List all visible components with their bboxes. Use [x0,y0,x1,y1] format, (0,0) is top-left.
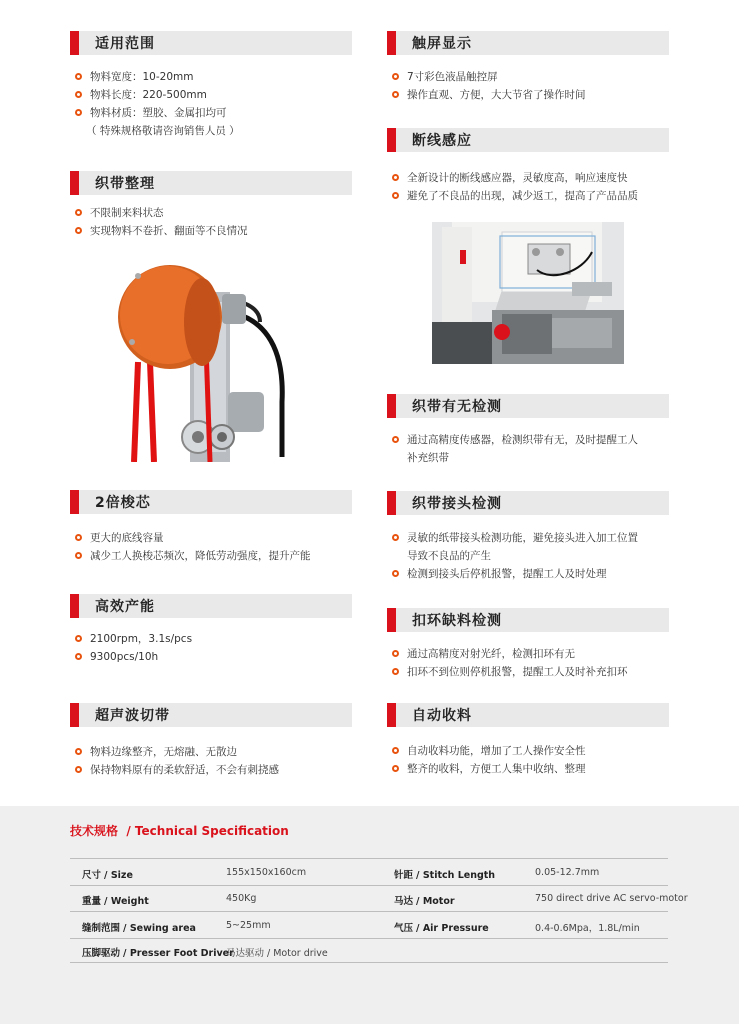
list-item: 7寸彩色液晶触控屏 [389,68,674,86]
bullet-list-bobbin [72,529,352,565]
section-header-bobbin [70,490,352,514]
bullet-icon [75,653,82,660]
list-item: 物料材质：塑胶、金属扣均可 [72,104,352,122]
bullet-icon [392,668,399,675]
bullet-list-joint-detect [389,529,679,583]
section-header-thread-break [387,128,669,152]
bullet-icon [392,534,399,541]
bullet-icon [392,747,399,754]
red-bar [387,394,396,418]
section-title: 织带有无检测 [412,399,502,415]
bullet-list-belt-detect [389,431,679,467]
spec-divider [70,962,668,963]
spec-label: 尺寸 / Size [82,870,133,881]
spec-value: 155x150x160cm [226,867,307,878]
bullet-icon [392,174,399,181]
list-item: 更大的底线容量 [72,529,352,547]
bullet-icon [75,635,82,642]
bullet-icon [75,227,82,234]
bullet-list-belt [72,204,352,240]
bullet-icon [392,570,399,577]
section-header-auto-collect [387,703,669,727]
section-header-belt [70,171,352,195]
spec-divider [70,911,668,912]
red-bar [70,31,79,55]
spec-divider [70,885,668,886]
section-title: 织带接头检测 [412,496,502,512]
section-header-ultrasonic [70,703,352,727]
red-bar [387,31,396,55]
section-title: 适用范围 [95,36,155,52]
belt-spool-image [110,262,290,462]
red-bar [70,171,79,195]
list-item: 实现物料不卷折、翻面等不良情况 [72,222,352,240]
bullet-icon [75,73,82,80]
section-header-ring-detect [387,608,669,632]
section-header-joint-detect [387,491,669,515]
section-title: 2倍梭芯 [95,495,151,511]
section-title: 扣环缺料检测 [412,613,502,629]
bullet-icon [75,109,82,116]
spec-title: 技术规格 / Technical Specification [70,824,289,838]
bullet-icon [392,765,399,772]
bullet-list-touchscreen [389,68,674,104]
bullet-icon [392,91,399,98]
spec-label: 缝制范围 / Sewing area [82,923,196,934]
section-header-belt-detect [387,394,669,418]
section-title: 自动收料 [412,708,472,724]
section-title: 触屏显示 [412,36,472,52]
list-item: 整齐的收料，方便工人集中收纳、整理 [389,760,679,778]
section-header-touchscreen [387,31,669,55]
list-item: 扣环不到位则停机报警，提醒工人及时补充扣环 [389,663,679,681]
spec-label: 针距 / Stitch Length [394,870,496,881]
list-item: 保持物料原有的柔软舒适，不会有刺挠感 [72,761,352,779]
spec-value: 0.4-0.6Mpa，1.8L/min [535,923,640,934]
list-item: 检测到接头后停机报警，提醒工人及时处理 [389,565,679,583]
list-item: 灵敏的纸带接头检测功能，避免接头进入加工位置 [389,529,679,547]
spec-label: 气压 / Air Pressure [394,923,489,934]
spec-value: 0.05-12.7mm [535,867,600,878]
list-item: 通过高精度传感器，检测织带有无，及时提醒工人 [389,431,679,449]
list-item-continued: 补充织带 [407,452,449,464]
red-bar [70,703,79,727]
spec-divider [70,858,668,859]
bullet-list-capacity [72,630,352,666]
section-header-scope [70,31,352,55]
note-text: （ 特殊规格敬请咨询销售人员 ） [86,125,240,137]
section-title: 织带整理 [95,176,155,192]
list-item: 2100rpm，3.1s/pcs [72,630,352,648]
spec-label: 压脚驱动 / Presser Foot Driver [82,948,234,959]
bullet-icon [75,748,82,755]
bullet-list-ultrasonic [72,743,352,779]
bullet-list-auto-collect [389,742,679,778]
bullet-icon [75,534,82,541]
bullet-icon [75,766,82,773]
spec-label: 马达 / Motor [394,896,455,907]
bullet-icon [392,650,399,657]
red-bar [387,128,396,152]
list-item: 全新设计的断线感应器，灵敏度高，响应速度快 [389,169,679,187]
list-item: 物料宽度：10-20mm [72,68,352,86]
red-bar [70,594,79,618]
spec-label: 重量 / Weight [82,896,149,907]
list-item-continued: 导致不良品的产生 [407,550,491,562]
bullet-icon [75,552,82,559]
red-bar [387,491,396,515]
machine-head-image [432,222,624,364]
bullet-list-thread-break [389,169,679,205]
section-title: 超声波切带 [95,708,170,724]
bullet-icon [392,73,399,80]
list-item: 通过高精度对射光纤，检测扣环有无 [389,645,679,663]
list-item: 9300pcs/10h [72,648,352,666]
section-title: 断线感应 [412,133,472,149]
section-header-capacity [70,594,352,618]
list-item: 操作直观、方便，大大节省了操作时间 [389,86,674,104]
spec-value: 5~25mm [226,920,271,931]
list-item: 物料边缘整齐，无熔融、无散边 [72,743,352,761]
list-item: 不限制来料状态 [72,204,352,222]
list-item: 减少工人换梭芯频次，降低劳动强度，提升产能 [72,547,352,565]
red-bar [387,703,396,727]
bullet-icon [392,436,399,443]
list-item: 物料长度：220-500mm [72,86,352,104]
spec-value: 马达驱动 / Motor drive [226,948,328,959]
bullet-icon [75,91,82,98]
list-item: 避免了不良品的出现，减少返工，提高了产品品质 [389,187,679,205]
bullet-icon [392,192,399,199]
red-bar [387,608,396,632]
section-title: 高效产能 [95,599,155,615]
list-item: 自动收料功能，增加了工人操作安全性 [389,742,679,760]
spec-divider [70,938,668,939]
bullet-list-ring-detect [389,645,679,681]
spec-value: 450Kg [226,893,257,904]
red-bar [70,490,79,514]
bullet-list-scope [72,68,352,140]
bullet-icon [75,209,82,216]
spec-value: 750 direct drive AC servo-motor [535,893,688,904]
